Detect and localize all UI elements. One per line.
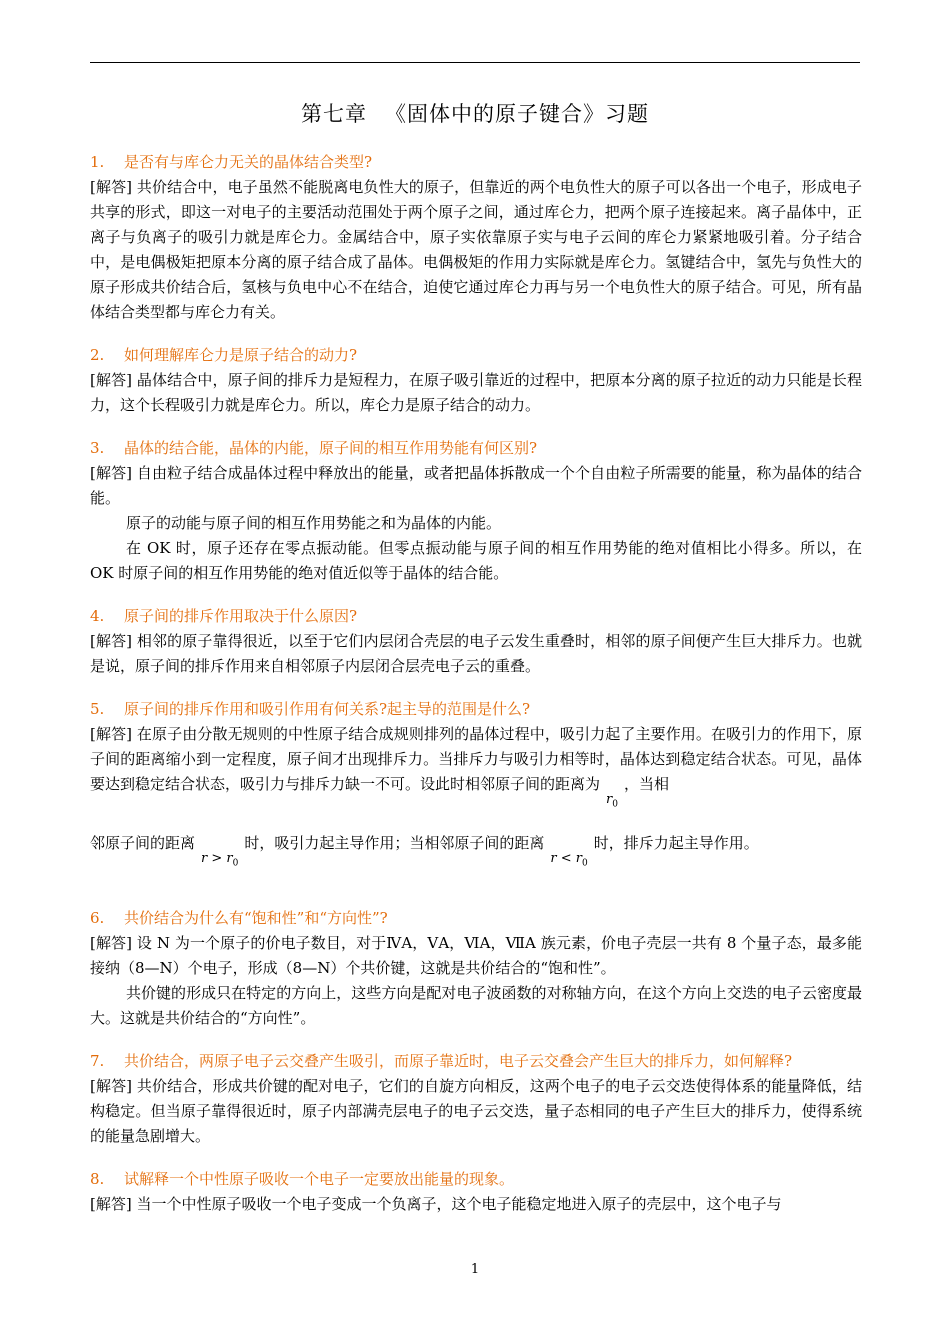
answer-text: 共价结合，形成共价键的配对电子，它们的自旋方向相反，这两个电子的电子云交迭使得体系的能量降低，结构稳定。但当原子靠得很近时，原子内部满壳层电子的电子云交迭，量子态相同的电子产生巨大的排斥力，使得系统的能量急剧增大。	[90, 1077, 862, 1146]
answer-label: [解答]	[90, 934, 133, 953]
question-text: 原子间的排斥作用和吸引作用有何关系?起主导的范围是什么?	[124, 700, 531, 718]
answer-2	[90, 368, 862, 418]
question-number: 1.	[90, 153, 105, 171]
answer-text: 相邻的原子靠得很近，以至于它们内层闭合壳层的电子云发生重叠时，相邻的原子间便产生巨大排斥力。也就是说，原子间的排斥作用来自相邻原子内层闭合层壳电子云的重叠。	[90, 632, 862, 675]
header-rule	[90, 62, 860, 63]
answer-text: 自由粒子结合成晶体过程中释放出的能量，或者把晶体拆散成一个个自由粒子所需要的能量，称为晶体的结合能。	[90, 464, 862, 507]
answer-text: 晶体结合中，原子间的排斥力是短程力，在原子吸引靠近的过程中，把原本分离的原子拉近的动力只能是长程力，这个长程吸引力就是库仑力。所以，库仑力是原子结合的动力。	[90, 371, 862, 414]
answer-4	[90, 629, 862, 679]
page-title	[0, 98, 950, 128]
question-text: 如何理解库仑力是原子结合的动力?	[124, 346, 358, 364]
question-text: 晶体的结合能，晶体的内能，原子间的相互作用势能有何区别?	[124, 439, 538, 457]
question-number: 7.	[90, 1052, 105, 1071]
equation-r-less-r0: $r < r_0$	[550, 850, 588, 869]
question-number: 4.	[90, 607, 105, 625]
answer-3-paragraph-2: 原子的动能与原子间的相互作用势能之和为晶体的内能。	[126, 514, 502, 532]
answer-label: [解答]	[90, 464, 133, 482]
answer-label: [解答]	[90, 178, 133, 196]
answer-5-line-2: 邻原子间的距离$r > r_0$时，吸引力起主导作用；当相邻原子间的距离$r < r_0$时，排斥力起主导作用。	[90, 818, 862, 889]
answer-label: [解答]	[90, 725, 133, 743]
answer-7	[90, 1074, 862, 1149]
question-3	[90, 436, 862, 461]
question-2	[90, 343, 862, 368]
answer-label: [解答]	[90, 632, 133, 650]
answer-label: [解答]	[90, 1077, 133, 1096]
answer-label: [解答]	[90, 1195, 132, 1214]
question-text: 共价结合，两原子电子云交叠产生吸引，而原子靠近时，电子云交叠会产生巨大的排斥力，如何解释?	[124, 1052, 793, 1071]
answer-1	[90, 175, 862, 325]
question-number: 8.	[90, 1170, 105, 1189]
chapter-label: 第七章	[301, 102, 367, 126]
question-7	[90, 1049, 862, 1074]
answer-6-paragraph-2: 共价键的形成只在特定的方向上，这些方向是配对电子波函数的对称轴方向，在这个方向上交迭的电子云密度最大。这就是共价结合的“方向性”。	[90, 984, 862, 1028]
answer-text: 设 N 为一个原子的价电子数目，对于ⅣA，ⅤA，ⅥA，ⅦA 族元素，价电子壳层一共有 8 个量子态，最多能接纳（8—N）个电子，形成（8—N）个共价键，这就是共价结合的“饱和性”。	[90, 934, 862, 978]
answer-text: 共价结合中，电子虽然不能脱离电负性大的原子，但靠近的两个电负性大的原子可以各出一个电子，形成电子共享的形式，即这一对电子的主要活动范围处于两个原子之间，通过库仑力，把两个原子连接起来。离子晶体中，正离子与负离子的吸引力就是库仑力。金属结合中，原子实依靠原子实与电子云间的库仑力紧紧地吸引着。分子结合中，是电偶极矩把原本分离的原子结合成了晶体。电偶极矩的作用力实际就是库仑力。氢键结合中，氢先与负性大的原子形成共价结合后，氢核与负电中心不在结合，迫使它通过库仑力再与另一个电负性大的原子结合。可见，所有晶体结合类型都与库仑力有关。	[90, 178, 862, 321]
question-6	[90, 906, 862, 931]
answer-8	[90, 1192, 862, 1217]
question-text: 试解释一个中性原子吸收一个电子一定要放出能量的现象。	[124, 1170, 515, 1189]
document-body	[90, 150, 862, 1217]
question-4	[90, 604, 862, 629]
question-number: 3.	[90, 439, 105, 457]
answer-3	[90, 461, 862, 511]
question-text: 原子间的排斥作用取决于什么原因?	[124, 607, 358, 625]
question-number: 2.	[90, 346, 105, 364]
question-1	[90, 150, 862, 175]
chapter-title: 《固体中的原子键合》习题	[385, 102, 649, 126]
answer-label: [解答]	[90, 371, 133, 389]
question-number: 5.	[90, 700, 105, 718]
answer-6	[90, 931, 862, 981]
answer-text: 当一个中性原子吸收一个电子变成一个负离子，这个电子能稳定地进入原子的壳层中，这个电子与	[136, 1195, 782, 1214]
equation-r-greater-r0: $r > r_0$	[201, 850, 239, 869]
question-8	[90, 1167, 862, 1192]
answer-text-tail: ，当相	[623, 775, 669, 793]
page-number: 1	[470, 1262, 480, 1277]
answer-5	[90, 722, 862, 818]
equation-r0: $r_0$	[606, 792, 618, 810]
question-number: 6.	[90, 909, 105, 928]
question-5	[90, 697, 862, 722]
answer-text: 在原子由分散无规则的中性原子结合成规则排列的晶体过程中，吸引力起了主要作用。在吸引力的作用下，原子间的距离缩小到一定程度，原子间才出现排斥力。当排斥力与吸引力相等时，晶体达到稳定结合状态。可见，晶体要达到稳定结合状态，吸引力与排斥力缺一不可。设此时相邻原子间的距离为	[90, 725, 862, 793]
answer-3-paragraph-3: 在 OK 时，原子还存在零点振动能。但零点振动能与原子间的相互作用势能的绝对值相比小得多。所以，在 OK 时原子间的相互作用势能的绝对值近似等于晶体的结合能。	[90, 539, 862, 582]
question-text: 是否有与库仑力无关的晶体结合类型?	[124, 153, 373, 171]
question-text: 共价结合为什么有“饱和性”和“方向性”?	[124, 909, 388, 928]
